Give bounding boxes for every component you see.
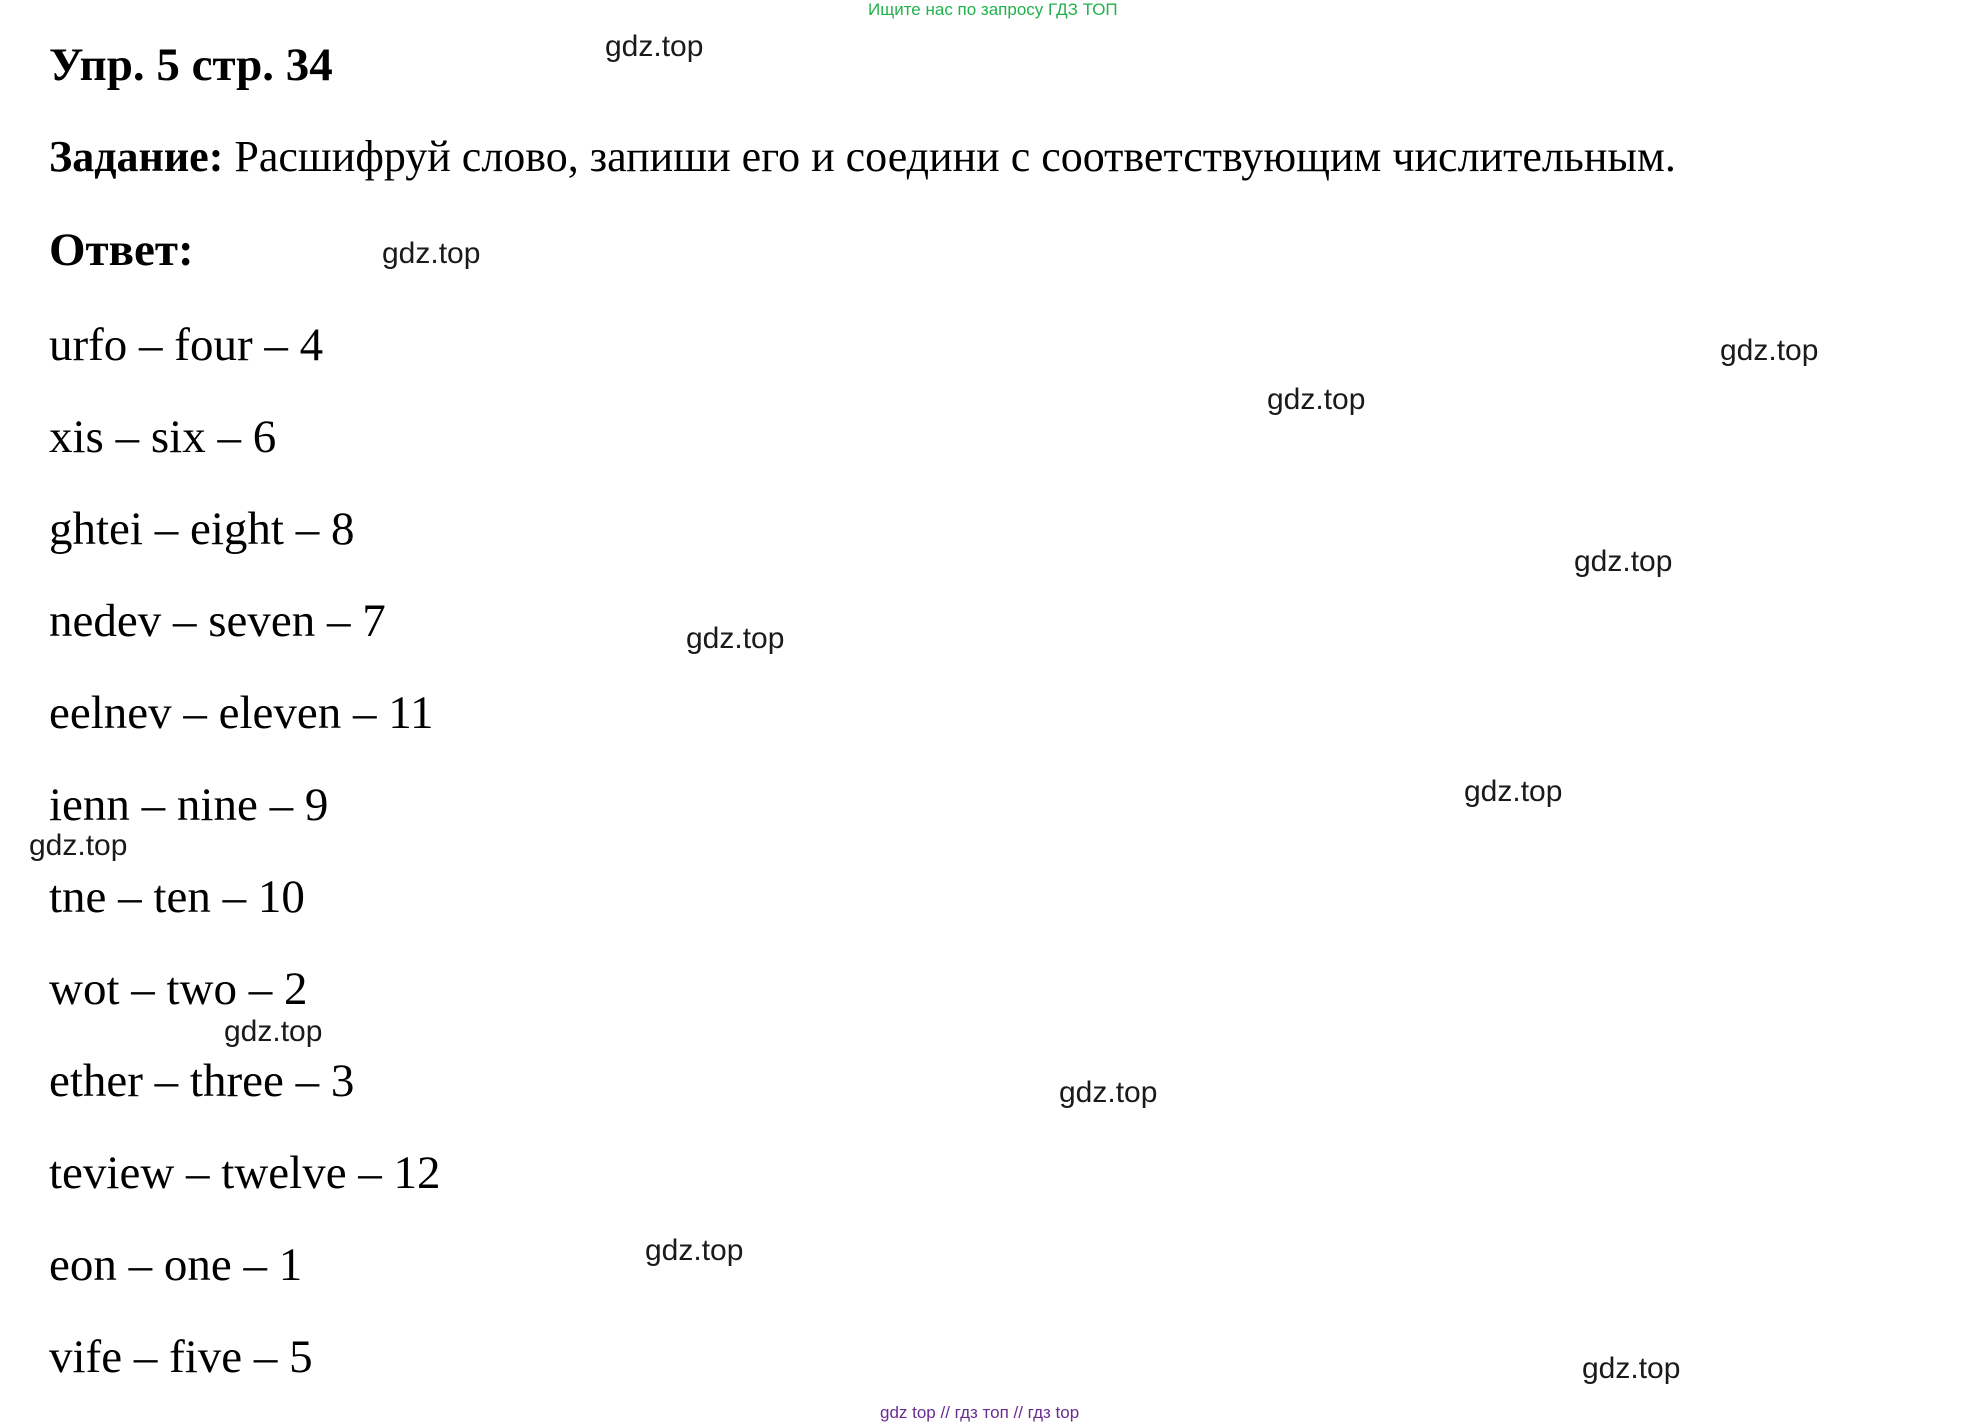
- watermark: gdz.top: [382, 237, 481, 270]
- answer-line: ether – three – 3: [49, 1055, 355, 1107]
- answer-line: wot – two – 2: [49, 963, 308, 1015]
- task-text: Расшифруй слово, запиши его и соедини с соответствующим числительным.: [223, 132, 1676, 181]
- watermark: gdz.top: [1582, 1352, 1681, 1385]
- watermark: gdz.top: [605, 30, 704, 63]
- answer-line: urfo – four – 4: [49, 319, 324, 371]
- watermark: gdz.top: [1464, 775, 1563, 808]
- task-label: Задание:: [49, 132, 224, 181]
- watermark: gdz.top: [686, 622, 785, 655]
- answer-line: xis – six – 6: [49, 411, 277, 463]
- watermark: gdz.top: [1267, 383, 1366, 416]
- watermark: gdz.top: [645, 1234, 744, 1267]
- watermark: gdz.top: [1059, 1076, 1158, 1109]
- answer-line: ienn – nine – 9: [49, 779, 329, 831]
- watermark: gdz.top: [224, 1015, 323, 1048]
- page-title: Упр. 5 стр. 34: [49, 39, 333, 91]
- watermark: gdz.top: [1720, 334, 1819, 367]
- watermark: gdz.top: [29, 829, 128, 862]
- footer-watermark: gdz top // гдз топ // гдз top: [880, 1403, 1080, 1422]
- answer-line: ghtei – eight – 8: [49, 503, 355, 555]
- answer-line: teview – twelve – 12: [49, 1147, 441, 1199]
- answer-line: vife – five – 5: [49, 1331, 313, 1383]
- answer-line: tne – ten – 10: [49, 871, 305, 923]
- watermark: gdz.top: [1574, 545, 1673, 578]
- answer-line: nedev – seven – 7: [49, 595, 386, 647]
- answer-label: Ответ:: [49, 224, 194, 276]
- answer-line: eelnev – eleven – 11: [49, 687, 434, 739]
- answer-line: eon – one – 1: [49, 1239, 303, 1291]
- task-statement: [49, 131, 1676, 182]
- top-banner: Ищите нас по запросу ГДЗ ТОП: [868, 0, 1118, 19]
